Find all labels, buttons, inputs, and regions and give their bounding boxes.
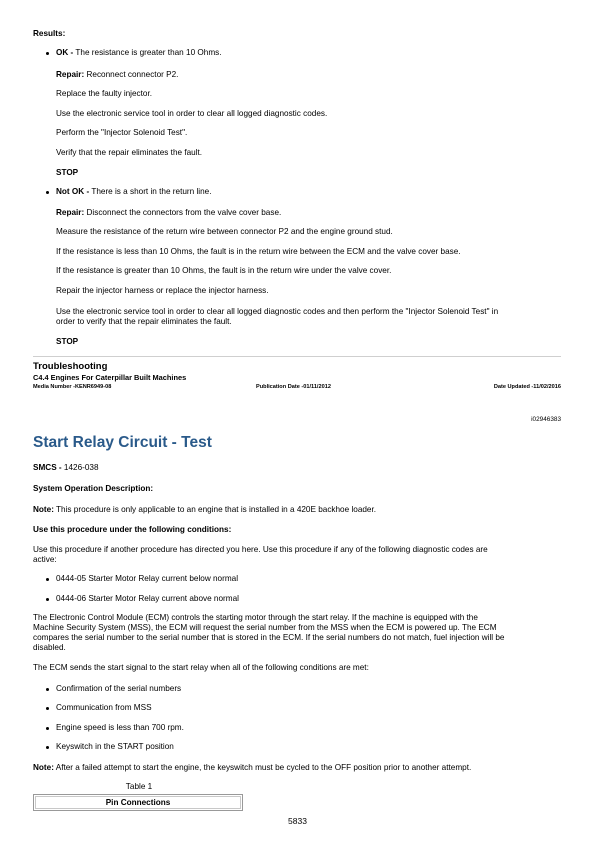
smcs-value: 1426-038 — [61, 463, 99, 472]
repair-text: Disconnect the connectors from the valve cover base. — [84, 208, 282, 217]
condition-item: Communication from MSS — [56, 703, 152, 712]
ok-stop: STOP — [56, 168, 79, 177]
ecm-paragraph-line2: Machine Security System (MSS), the ECM will request the serial number from the MSS when the ECM is powered up. The ECM — [33, 623, 497, 632]
publication-date: Publication Date -01/11/2012 — [256, 384, 331, 390]
start-signal-text: The ECM sends the start signal to the start relay when all of the following conditions are met: — [33, 663, 369, 672]
table-header-text: Pin Connections — [105, 797, 171, 807]
smcs-line — [33, 463, 99, 473]
not-ok-result — [56, 187, 556, 197]
repair-label: Repair: — [56, 70, 85, 79]
use-procedure-heading: Use this procedure under the following conditions: — [33, 525, 232, 534]
ok-step: Replace the faulty injector. — [56, 89, 153, 98]
page-number: 5833 — [288, 816, 307, 826]
bullet-icon — [46, 598, 49, 601]
condition-item: Confirmation of the serial numbers — [56, 684, 182, 693]
bullet-icon — [46, 52, 49, 55]
system-operation-heading: System Operation Description: — [33, 484, 154, 493]
bullet-icon — [46, 746, 49, 749]
bullet-icon — [46, 688, 49, 691]
ok-result — [56, 48, 556, 58]
note-label: Note: — [33, 763, 54, 772]
date-updated: Date Updated -11/02/2016 — [493, 384, 561, 390]
use-procedure-line2: active: — [33, 555, 57, 564]
ok-step: Use the electronic service tool in order to clear all logged diagnostic codes. — [56, 109, 328, 118]
bullet-icon — [46, 727, 49, 730]
note-text: After a failed attempt to start the engine, the keyswitch must be cycled to the OFF position prior to another attempt. — [53, 763, 472, 772]
note-applicability — [33, 505, 561, 515]
doc-type: Troubleshooting — [33, 361, 108, 372]
not-ok-final-step-line2: order to verify that the repair eliminates the fault. — [56, 317, 232, 326]
ecm-paragraph-line1: The Electronic Control Module (ECM) controls the starting motor through the start relay. If the machine is equipped with the — [33, 613, 478, 622]
ecm-paragraph-line3: compares the serial number to the serial number that is stored in the ECM. If the serial numbers do not match, fuel injection will be — [33, 633, 505, 642]
bullet-icon — [46, 707, 49, 710]
table-header-cell — [33, 794, 243, 811]
not-ok-stop: STOP — [56, 337, 79, 346]
note-label: Note: — [33, 505, 54, 514]
not-ok-step: If the resistance is greater than 10 Ohms, the fault is in the return wire under the valve cover. — [56, 266, 392, 275]
not-ok-text: There is a short in the return line. — [89, 187, 212, 196]
results-heading: Results: — [33, 29, 66, 38]
page-title: Start Relay Circuit - Test — [33, 434, 212, 451]
not-ok-final-step-line1: Use the electronic service tool in order to clear all logged diagnostic codes and then perform the "Injector Solenoid Test" in — [56, 307, 499, 316]
not-ok-label: Not OK - — [56, 187, 90, 196]
ecm-paragraph-line4: disabled. — [33, 643, 66, 652]
condition-item: Keyswitch in the START position — [56, 742, 174, 751]
use-procedure-line1: Use this procedure if another procedure has directed you here. Use this procedure if any of the following diagnostic codes are — [33, 545, 488, 554]
ok-label: OK - — [56, 48, 74, 57]
ok-text: The resistance is greater than 10 Ohms. — [73, 48, 222, 57]
not-ok-repair — [56, 208, 556, 218]
repair-text: Reconnect connector P2. — [84, 70, 179, 79]
ok-repair — [56, 70, 556, 80]
repair-label: Repair: — [56, 208, 85, 217]
not-ok-step: Measure the resistance of the return wire between connector P2 and the engine ground stud. — [56, 227, 393, 236]
doc-id: i02946383 — [531, 416, 561, 423]
ok-step: Verify that the repair eliminates the fault. — [56, 148, 203, 157]
doc-title: C4.4 Engines For Caterpillar Built Machines — [33, 373, 187, 382]
diagnostic-code: 0444-05 Starter Motor Relay current below normal — [56, 574, 239, 583]
not-ok-step: If the resistance is less than 10 Ohms, the fault is in the return wire between the ECM and the valve cover base. — [56, 247, 461, 256]
condition-item: Engine speed is less than 700 rpm. — [56, 723, 184, 732]
divider — [33, 356, 561, 357]
smcs-label: SMCS - — [33, 463, 62, 472]
note-keyswitch — [33, 763, 561, 773]
note-text: This procedure is only applicable to an engine that is installed in a 420E backhoe loader. — [53, 505, 377, 514]
ok-step: Perform the "Injector Solenoid Test". — [56, 128, 188, 137]
bullet-icon — [46, 578, 49, 581]
table-caption: Table 1 — [125, 782, 153, 791]
bullet-icon — [46, 191, 49, 194]
not-ok-step: Repair the injector harness or replace the injector harness. — [56, 286, 269, 295]
diagnostic-code: 0444-06 Starter Motor Relay current above normal — [56, 594, 239, 603]
media-number: Media Number -KENR6949-08 — [33, 384, 112, 390]
